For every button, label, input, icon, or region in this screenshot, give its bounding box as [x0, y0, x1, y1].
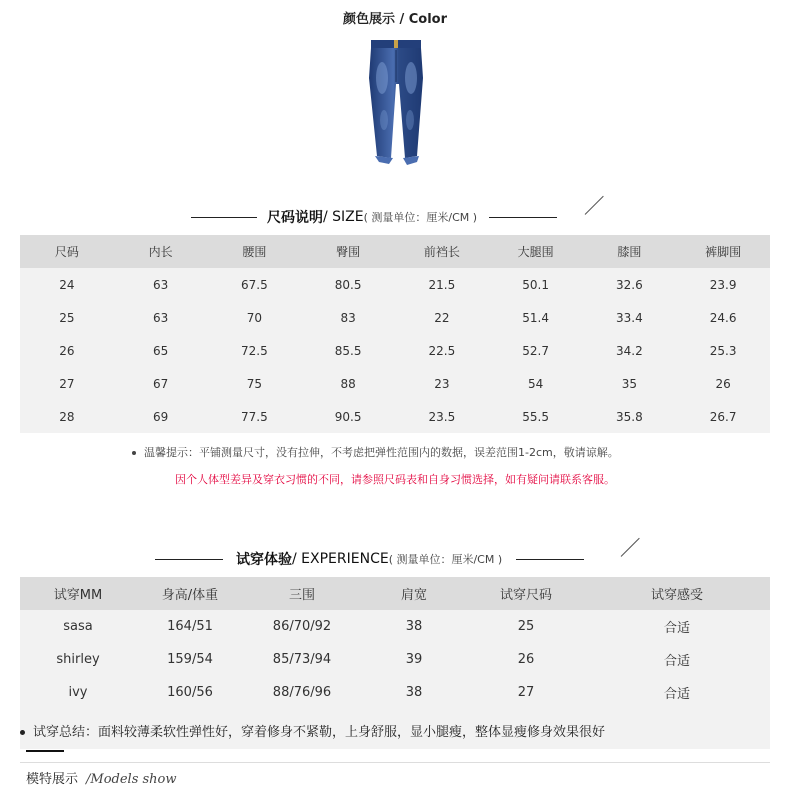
- table-cell: 26.7: [676, 400, 770, 433]
- table-cell: ivy: [20, 676, 136, 709]
- table-cell: 合适: [584, 643, 770, 676]
- table-cell: 69: [114, 400, 208, 433]
- table-cell: 23: [395, 367, 489, 400]
- table-row: [20, 400, 770, 433]
- size-heading-unit: ( 测量单位：厘米/CM ): [363, 211, 478, 224]
- table-cell: 25: [20, 301, 114, 334]
- table-row: [20, 334, 770, 367]
- size-col-header: 膝围: [583, 235, 677, 268]
- table-cell: 63: [114, 268, 208, 301]
- experience-col-header: 肩宽: [360, 577, 468, 610]
- experience-heading-en: / EXPERIENCE: [292, 551, 389, 567]
- table-cell: 38: [360, 676, 468, 709]
- table-cell: 25.3: [676, 334, 770, 367]
- table-cell: 70: [208, 301, 302, 334]
- table-cell: 24.6: [676, 301, 770, 334]
- experience-summary: [20, 721, 605, 740]
- table-cell: 65: [114, 334, 208, 367]
- table-row: [20, 367, 770, 400]
- heading-slash-decor: [585, 196, 604, 215]
- table-cell: 85/73/94: [244, 643, 360, 676]
- experience-col-header: 试穿MM: [20, 577, 136, 610]
- color-section-title: 颜色展示 / Color: [342, 12, 448, 27]
- experience-table: [20, 577, 770, 709]
- table-cell: 88: [301, 367, 395, 400]
- experience-table-header: [20, 577, 770, 610]
- bullet-icon: [132, 451, 136, 455]
- table-cell: 23.9: [676, 268, 770, 301]
- experience-col-header: 三围: [244, 577, 360, 610]
- size-col-header: 前裆长: [395, 235, 489, 268]
- size-col-header: 大腿围: [489, 235, 583, 268]
- table-row: [20, 301, 770, 334]
- size-table-header: [20, 235, 770, 268]
- experience-col-header: 试穿尺码: [468, 577, 584, 610]
- table-cell: 88/76/96: [244, 676, 360, 709]
- table-cell: 164/51: [136, 610, 244, 643]
- table-row: [20, 610, 770, 643]
- table-cell: 22: [395, 301, 489, 334]
- size-warning: 因个人体型差异及穿衣习惯的不同，请参照尺码表和自身习惯选择，如有疑问请联系客服。: [175, 473, 615, 486]
- heading-slash-decor: [621, 538, 640, 557]
- size-col-header: 裤脚围: [676, 235, 770, 268]
- table-cell: 合适: [584, 676, 770, 709]
- table-cell: 72.5: [208, 334, 302, 367]
- table-cell: 合适: [584, 610, 770, 643]
- table-cell: 28: [20, 400, 114, 433]
- table-row: [20, 643, 770, 676]
- table-cell: 160/56: [136, 676, 244, 709]
- table-row: [20, 268, 770, 301]
- models-section-title: [26, 768, 177, 787]
- table-cell: 35: [583, 367, 677, 400]
- table-cell: 32.6: [583, 268, 677, 301]
- size-section-heading: [191, 207, 557, 227]
- table-cell: 54: [489, 367, 583, 400]
- table-cell: 159/54: [136, 643, 244, 676]
- table-cell: 90.5: [301, 400, 395, 433]
- size-col-header: 腰围: [208, 235, 302, 268]
- table-cell: 77.5: [208, 400, 302, 433]
- table-cell: 67.5: [208, 268, 302, 301]
- table-cell: 38: [360, 610, 468, 643]
- table-cell: 52.7: [489, 334, 583, 367]
- models-accent-bar: [26, 750, 64, 752]
- table-cell: 27: [20, 367, 114, 400]
- table-cell: 26: [468, 643, 584, 676]
- table-cell: 23.5: [395, 400, 489, 433]
- size-col-header: 尺码: [20, 235, 114, 268]
- heading-rule-left: [191, 217, 257, 218]
- table-cell: 21.5: [395, 268, 489, 301]
- size-heading-en: / SIZE: [323, 209, 364, 225]
- experience-summary-text: 试穿总结：面料较薄柔软性弹性好，穿着修身不紧勒，上身舒服，显小腿瘦，整体显瘦修身效果很好: [33, 725, 606, 740]
- table-cell: 80.5: [301, 268, 395, 301]
- table-cell: 35.8: [583, 400, 677, 433]
- models-title-en: /Models show: [86, 772, 177, 787]
- experience-section-heading: [155, 549, 584, 569]
- size-note-text: 温馨提示：平铺测量尺寸，没有拉伸，不考虑把弹性范围内的数据，误差范围1-2cm，敬请谅解。: [144, 446, 619, 459]
- table-cell: sasa: [20, 610, 136, 643]
- table-cell: 39: [360, 643, 468, 676]
- heading-rule-right: [516, 559, 584, 560]
- table-cell: 26: [676, 367, 770, 400]
- table-cell: 26: [20, 334, 114, 367]
- table-cell: 22.5: [395, 334, 489, 367]
- table-cell: 24: [20, 268, 114, 301]
- table-cell: 75: [208, 367, 302, 400]
- jeans-product-image: [355, 38, 440, 166]
- size-table: [20, 235, 770, 433]
- table-cell: 55.5: [489, 400, 583, 433]
- table-cell: shirley: [20, 643, 136, 676]
- table-cell: 63: [114, 301, 208, 334]
- experience-col-header: 试穿感受: [584, 577, 770, 610]
- table-cell: 86/70/92: [244, 610, 360, 643]
- table-cell: 33.4: [583, 301, 677, 334]
- table-cell: 67: [114, 367, 208, 400]
- table-cell: 27: [468, 676, 584, 709]
- table-cell: 85.5: [301, 334, 395, 367]
- experience-heading-unit: ( 测量单位：厘米/CM ): [388, 553, 503, 566]
- size-col-header: 内长: [114, 235, 208, 268]
- size-col-header: 臀围: [301, 235, 395, 268]
- bullet-icon: [20, 730, 25, 735]
- table-cell: 34.2: [583, 334, 677, 367]
- table-cell: 83: [301, 301, 395, 334]
- heading-rule-right: [489, 217, 557, 218]
- models-divider: [20, 762, 770, 763]
- table-row: [20, 676, 770, 709]
- experience-col-header: 身高/体重: [136, 577, 244, 610]
- models-title-cn: 模特展示: [26, 772, 79, 787]
- experience-heading-cn: 试穿体验: [236, 552, 292, 568]
- heading-rule-left: [155, 559, 223, 560]
- size-heading-cn: 尺码说明: [267, 210, 323, 226]
- table-cell: 51.4: [489, 301, 583, 334]
- table-cell: 50.1: [489, 268, 583, 301]
- size-note: [132, 444, 619, 460]
- table-cell: 25: [468, 610, 584, 643]
